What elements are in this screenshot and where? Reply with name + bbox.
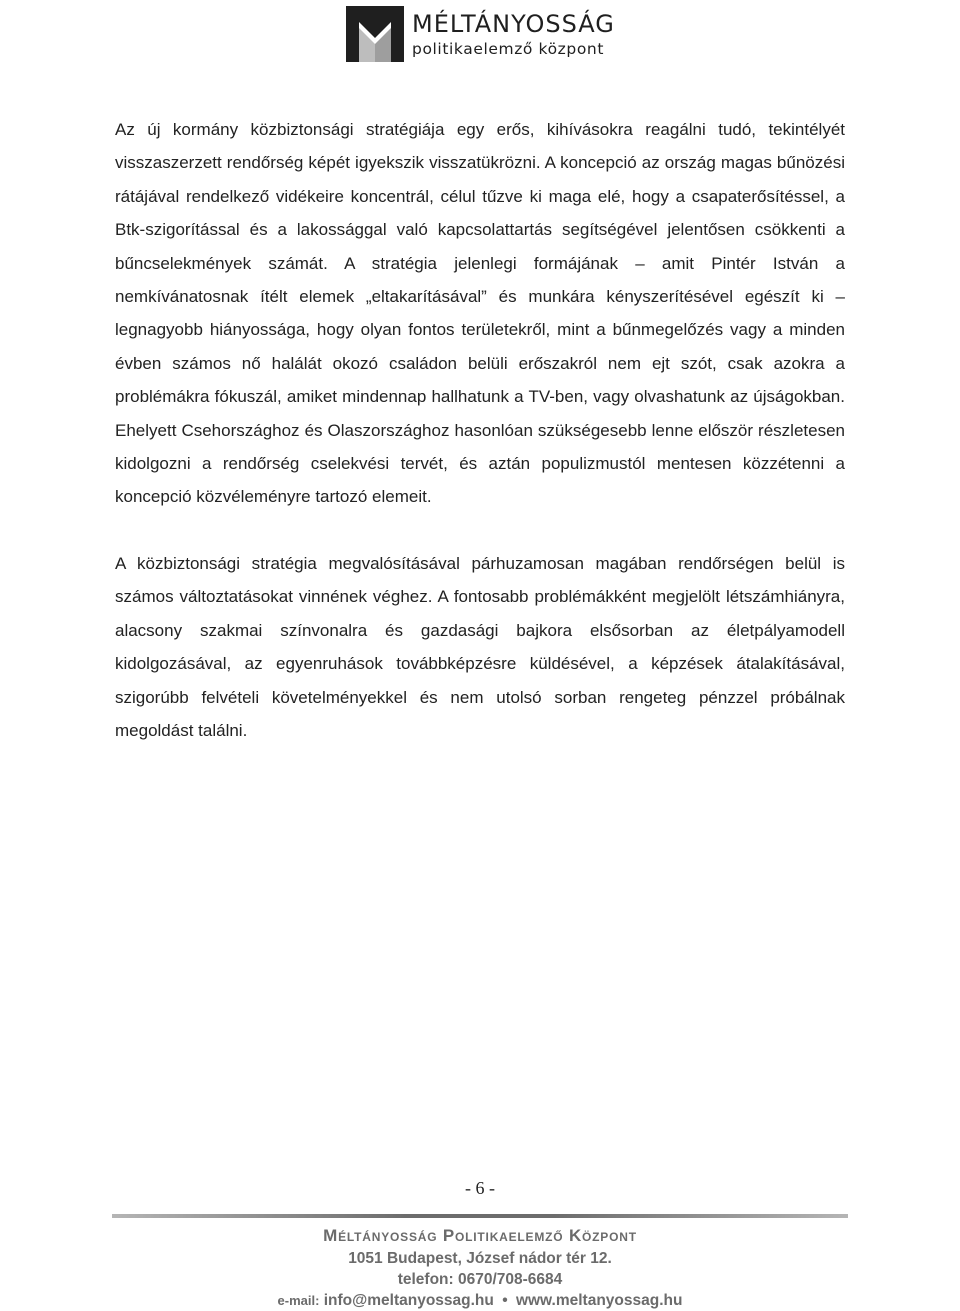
footer-email-link[interactable]: info@meltanyossag.hu — [323, 1292, 494, 1309]
meltanyossag-m-logo — [346, 6, 404, 62]
footer-separator: • — [502, 1292, 508, 1309]
logo-subtitle: politikaelemző központ — [412, 40, 605, 58]
footer — [0, 1224, 960, 1311]
page-number: - 6 - — [465, 1178, 495, 1198]
header-logo — [346, 4, 615, 64]
footer-email-label: e-mail: — [277, 1293, 320, 1308]
paragraph-2: A közbiztonsági stratégia megvalósításával párhuzamosan magában rendőrségen belül is számos változtatásokat vinnének véghez. A fontosabb problémákként megjelölt létszámhiányra, alacsony szakmai színvonalra és gazdasági bajkora elsősorban az életpályamodell kidolgozásával, az egyenruhások továbbképzésre küldésével, a képzések átalakításával, szigorúbb felvételi követelményekkel és nem utolsó sorban rengeteg pénzzel próbálnak megoldást találni. — [115, 553, 845, 740]
footer-address: 1051 Budapest, József nádor tér 12. — [348, 1250, 612, 1267]
footer-phone: telefon: 0670/708-6684 — [397, 1271, 563, 1288]
document-body — [115, 113, 845, 747]
footer-contact — [0, 1290, 960, 1311]
paragraph-1: Az új kormány közbiztonsági stratégiája egy erős, kihívásokra reagálni tudó, tekintélyét visszaszerzett rendőrség képét igyekszik visszatükrözni. A koncepció az ország magas bűnözési rátájával rendelkező vidékeire koncentrál, célul tűzve ki maga elé, hogy a csapaterősítéssel, a Btk-szigorítással és a lakossággal való kapcsolattartás segítségével jelentősen csökkenti a bűncselekmények számát. A stratégia jelenlegi formájának – amit Pintér István a nemkívánatosnak ítélt elemek „eltakarításával” és munkára kényszerítésével egészít ki – legnagyobb hiányossága, hogy olyan fontos területekről, mint a bűnmegelőzés vagy a minden évben számos nő halálát okozó családon belüli erőszakról nem ejt szót, csak azokra a problémákra fókuszál, amiket mindennap hallhatunk a TV-ben, vagy olvashatunk az újságokban. Ehelyett Csehországhoz és Olaszországhoz hasonlóan szükségesebb lenne először részletesen kidolgozni a rendőrség cselekvési tervét, és aztán populizmustól mentesen közzétenni a koncepció közvéleményre tartozó elemeit. — [115, 120, 845, 507]
logo-title: MÉLTÁNYOSSÁG — [412, 10, 615, 38]
logo-text — [412, 9, 615, 59]
footer-divider — [112, 1214, 848, 1218]
footer-organization: Méltányosság Politikaelemző Központ — [323, 1226, 637, 1245]
footer-website-link[interactable]: www.meltanyossag.hu — [515, 1292, 683, 1309]
